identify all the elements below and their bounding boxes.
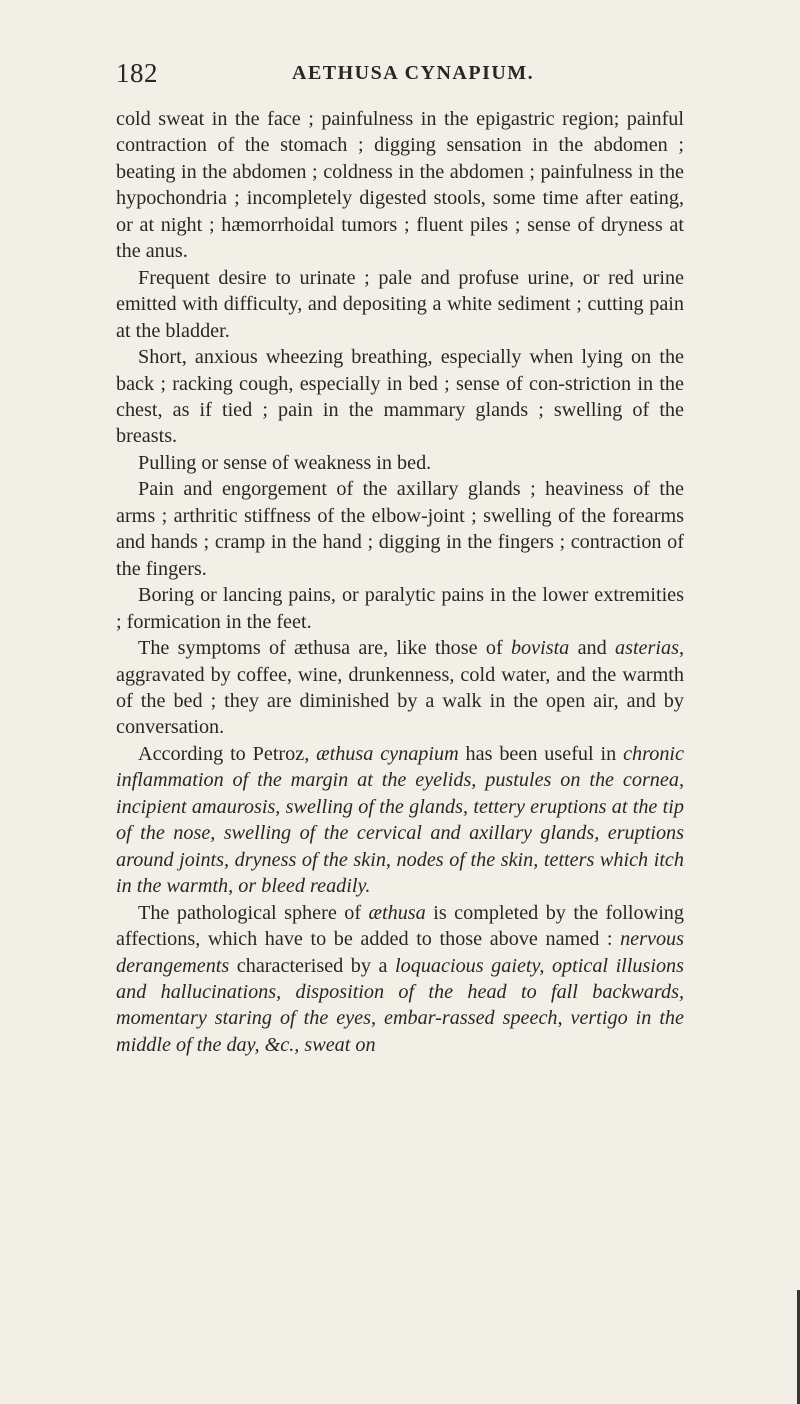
text-run: Pulling or sense of weakness in bed. [138,451,432,474]
paragraph [116,450,684,476]
italic-text: asterias [615,637,679,660]
body-text [116,106,684,1058]
paragraph [116,106,684,265]
paragraph [116,900,684,1059]
text-run: and [569,637,615,660]
page-number: 182 [116,58,158,88]
paragraph [116,476,684,582]
paragraph [116,635,684,741]
italic-text: nervous derangements [116,928,684,977]
text-run: Frequent desire to urinate ; pale and profuse urine, or red urine emitted with difficulty, and depositing a white sediment ; cutting pain at the bladder. [116,266,684,342]
text-run: is completed by the following affections, which have to be added to those above named : [116,901,684,951]
text-run: , aggravated by coffee, wine, drunkenness, cold water, and the warmth of the bed ; they are diminished by a walk in the open air, and by conversation. [116,637,684,739]
paragraph [116,265,684,344]
text-run: cold sweat in the face ; painfulness in the epigastric region; painful contraction of the stomach ; digging sensation in the abdomen ; beating in the abdomen ; coldness in the abdomen ; painfulness in the hypochondria ; incompletely digested stools, some time after eating, or at night ; hæmorrhoidal tumors ; fluent piles ; sense of dryness at the anus. [116,108,684,263]
paragraph [116,582,684,635]
text-run: According to Petroz, [138,742,317,765]
text-run: Pain and engorgement of the axillary glands ; heaviness of the arms ; arthritic stiffness of the elbow-joint ; swelling of the forearms and hands ; cramp in the hand ; digging in the fingers ; contraction of the fingers. [116,478,684,580]
paragraph [116,741,684,900]
italic-text: æthusa [368,901,426,924]
text-run: Boring or lancing pains, or paralytic pains in the lower extremities ; formication in the feet. [116,584,684,633]
text-run: has been useful in [458,742,624,765]
text-run: The pathological sphere of [138,901,369,924]
text-run: characterised by a [229,954,396,977]
italic-text: chronic inflammation of the margin at the eyelids, pustules on the cornea, incipient amaurosis, swelling of the glands, tettery eruptions at the tip of the nose, swelling of the cervical and axillary glands, eruptions around joints, dryness of the skin, nodes of the skin, tetters which itch in the warmth, or bleed readily. [116,742,684,898]
text-run: The symptoms of æthusa are, like those of [138,637,511,660]
italic-text: æthusa cynapium [316,742,459,765]
text-run: Short, anxious wheezing breathing, especially when lying on the back ; racking cough, especially in bed ; sense of con-striction in the chest, as if tied ; pain in the mammary glands ; swelling of the breasts. [116,346,684,448]
page-header [116,58,684,88]
paragraph [116,344,684,450]
running-head: AETHUSA CYNAPIUM. [292,62,535,84]
italic-text: bovista [510,637,570,660]
italic-text: loquacious gaiety, optical illusions and hallucinations, disposition of the head to fall backwards, momentary staring of the eyes, embar-rassed speech, vertigo in the middle of the day, &c., sweat on [116,954,684,1056]
